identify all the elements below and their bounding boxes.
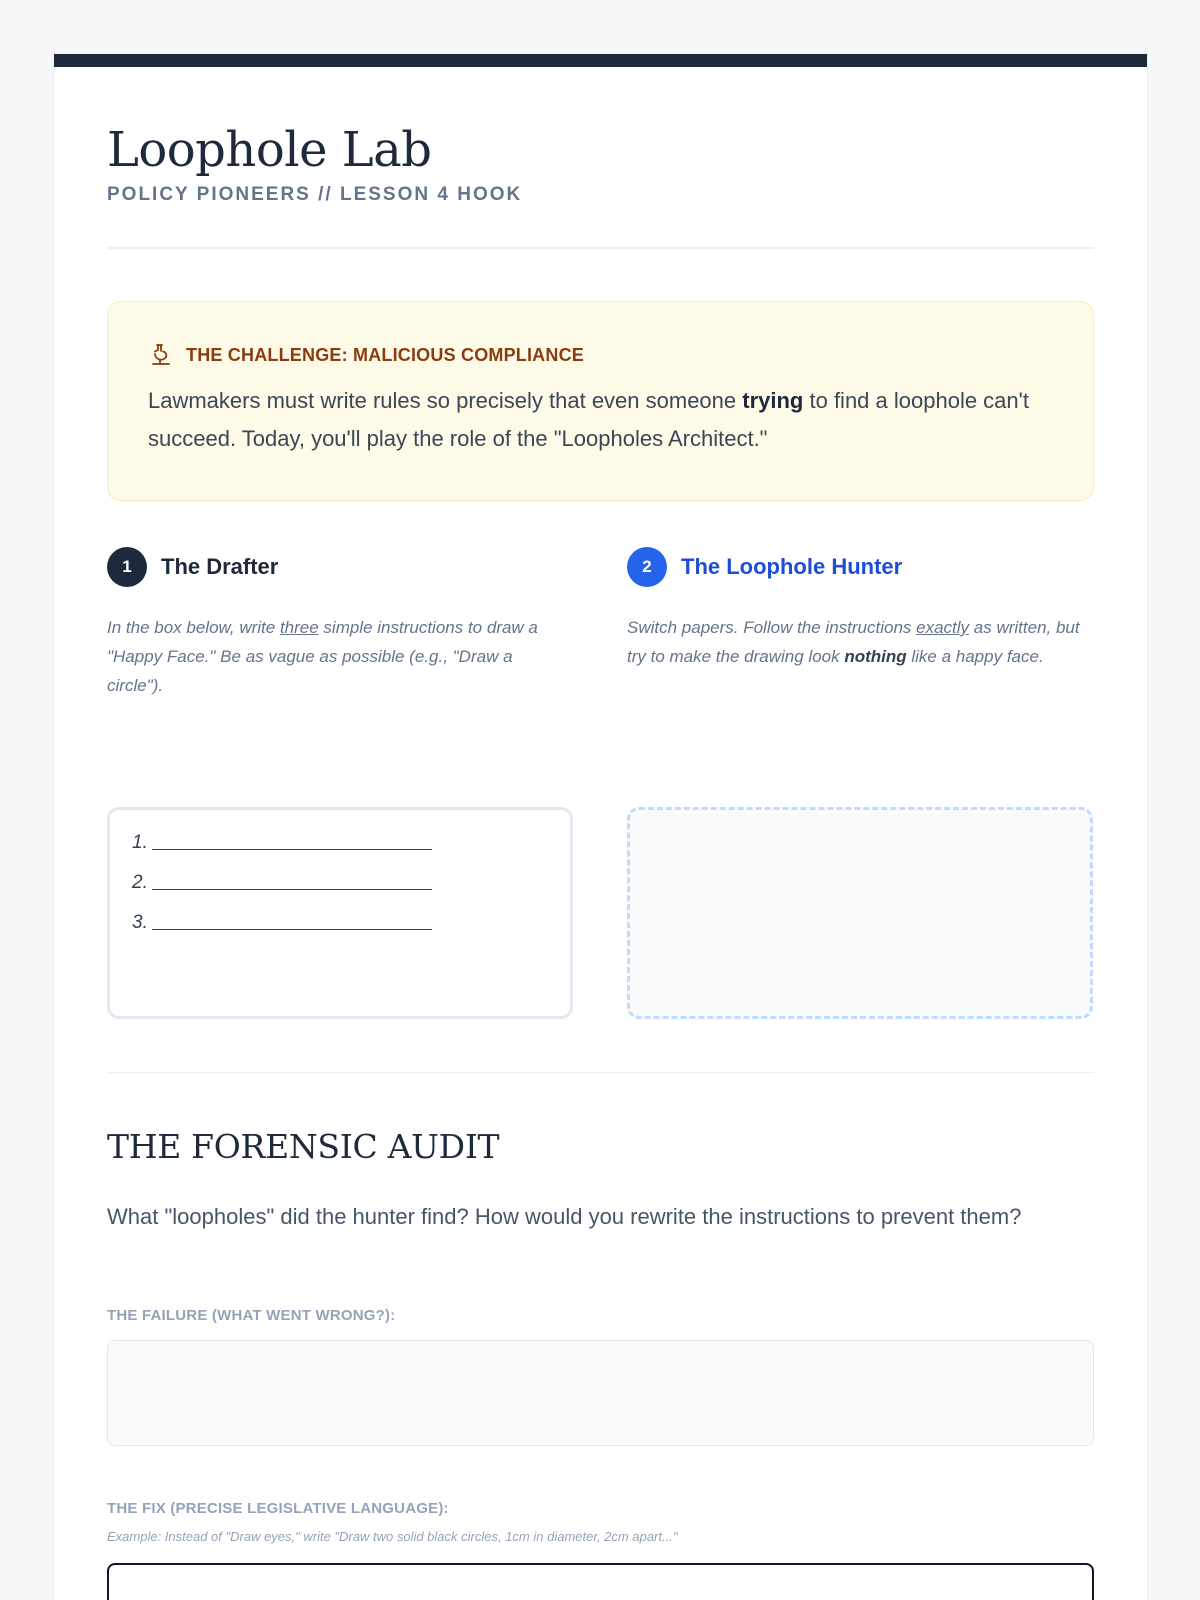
desc-part: Switch papers. Follow the instructions xyxy=(627,618,917,637)
failure-input[interactable] xyxy=(107,1340,1094,1446)
section-divider xyxy=(107,1072,1094,1073)
challenge-text-emphasis: trying xyxy=(742,388,804,413)
hunter-header xyxy=(627,547,1093,587)
drafter-header xyxy=(107,547,573,587)
instruction-line[interactable] xyxy=(132,832,570,872)
desc-part: simple instructions to draw a "Happy Face." Be as vague as possible (e.g., "Draw a circle"). xyxy=(107,618,538,695)
challenge-text xyxy=(148,382,1053,458)
challenge-title: THE CHALLENGE: MALICIOUS COMPLIANCE xyxy=(186,344,584,365)
instruction-line[interactable] xyxy=(132,912,570,952)
flask-icon xyxy=(148,342,174,368)
hunter-title: The Loophole Hunter xyxy=(681,554,903,579)
drafter-instructions-box[interactable] xyxy=(107,807,573,1019)
hunter-drawing-area[interactable] xyxy=(627,807,1093,1019)
fix-input[interactable] xyxy=(107,1563,1094,1600)
step-number-badge: 1 xyxy=(107,547,147,587)
drafter-section xyxy=(107,547,573,700)
instruction-number: 1. xyxy=(132,832,148,853)
audit-prompt: What "loopholes" did the hunter find? How would you rewrite the instructions to prevent them? xyxy=(107,1204,1022,1229)
desc-part: as written, but try to make the drawing look xyxy=(627,618,1080,666)
desc-part: In the box below, write xyxy=(107,618,280,637)
drafter-title: The Drafter xyxy=(161,554,279,579)
step-number-badge: 2 xyxy=(627,547,667,587)
desc-underline: exactly xyxy=(916,618,970,637)
challenge-header xyxy=(148,342,1053,368)
instruction-blank[interactable] xyxy=(152,872,432,890)
hunter-section xyxy=(627,547,1093,671)
challenge-text-part: Lawmakers must write rules so precisely that even someone xyxy=(148,388,743,413)
page-title: Loophole Lab xyxy=(107,122,432,178)
desc-emphasis: nothing xyxy=(844,647,907,666)
audit-title: THE FORENSIC AUDIT xyxy=(107,1127,500,1166)
challenge-text-part: to find a loophole can't succeed. Today, you'll play the role of the "Loopholes Architect." xyxy=(148,388,1029,451)
fix-example: Example: Instead of "Draw eyes," write "Draw two solid black circles, 1cm in diameter, 2cm apart..." xyxy=(107,1529,678,1544)
instruction-blank[interactable] xyxy=(152,832,432,850)
desc-underline: three xyxy=(279,618,319,637)
instruction-blank[interactable] xyxy=(152,912,432,930)
drafter-description xyxy=(107,613,573,700)
challenge-callout xyxy=(107,301,1094,501)
desc-part: like a happy face. xyxy=(906,647,1044,666)
instruction-number: 3. xyxy=(132,912,148,933)
instruction-line[interactable] xyxy=(132,872,570,912)
fix-label: THE FIX (PRECISE LEGISLATIVE LANGUAGE): xyxy=(107,1500,449,1517)
worksheet xyxy=(54,54,1147,1600)
hunter-description xyxy=(627,613,1093,671)
instruction-number: 2. xyxy=(132,872,148,893)
failure-label: THE FAILURE (WHAT WENT WRONG?): xyxy=(107,1307,396,1324)
page-subtitle: POLICY PIONEERS // LESSON 4 HOOK xyxy=(107,184,523,205)
header-divider xyxy=(107,247,1094,249)
